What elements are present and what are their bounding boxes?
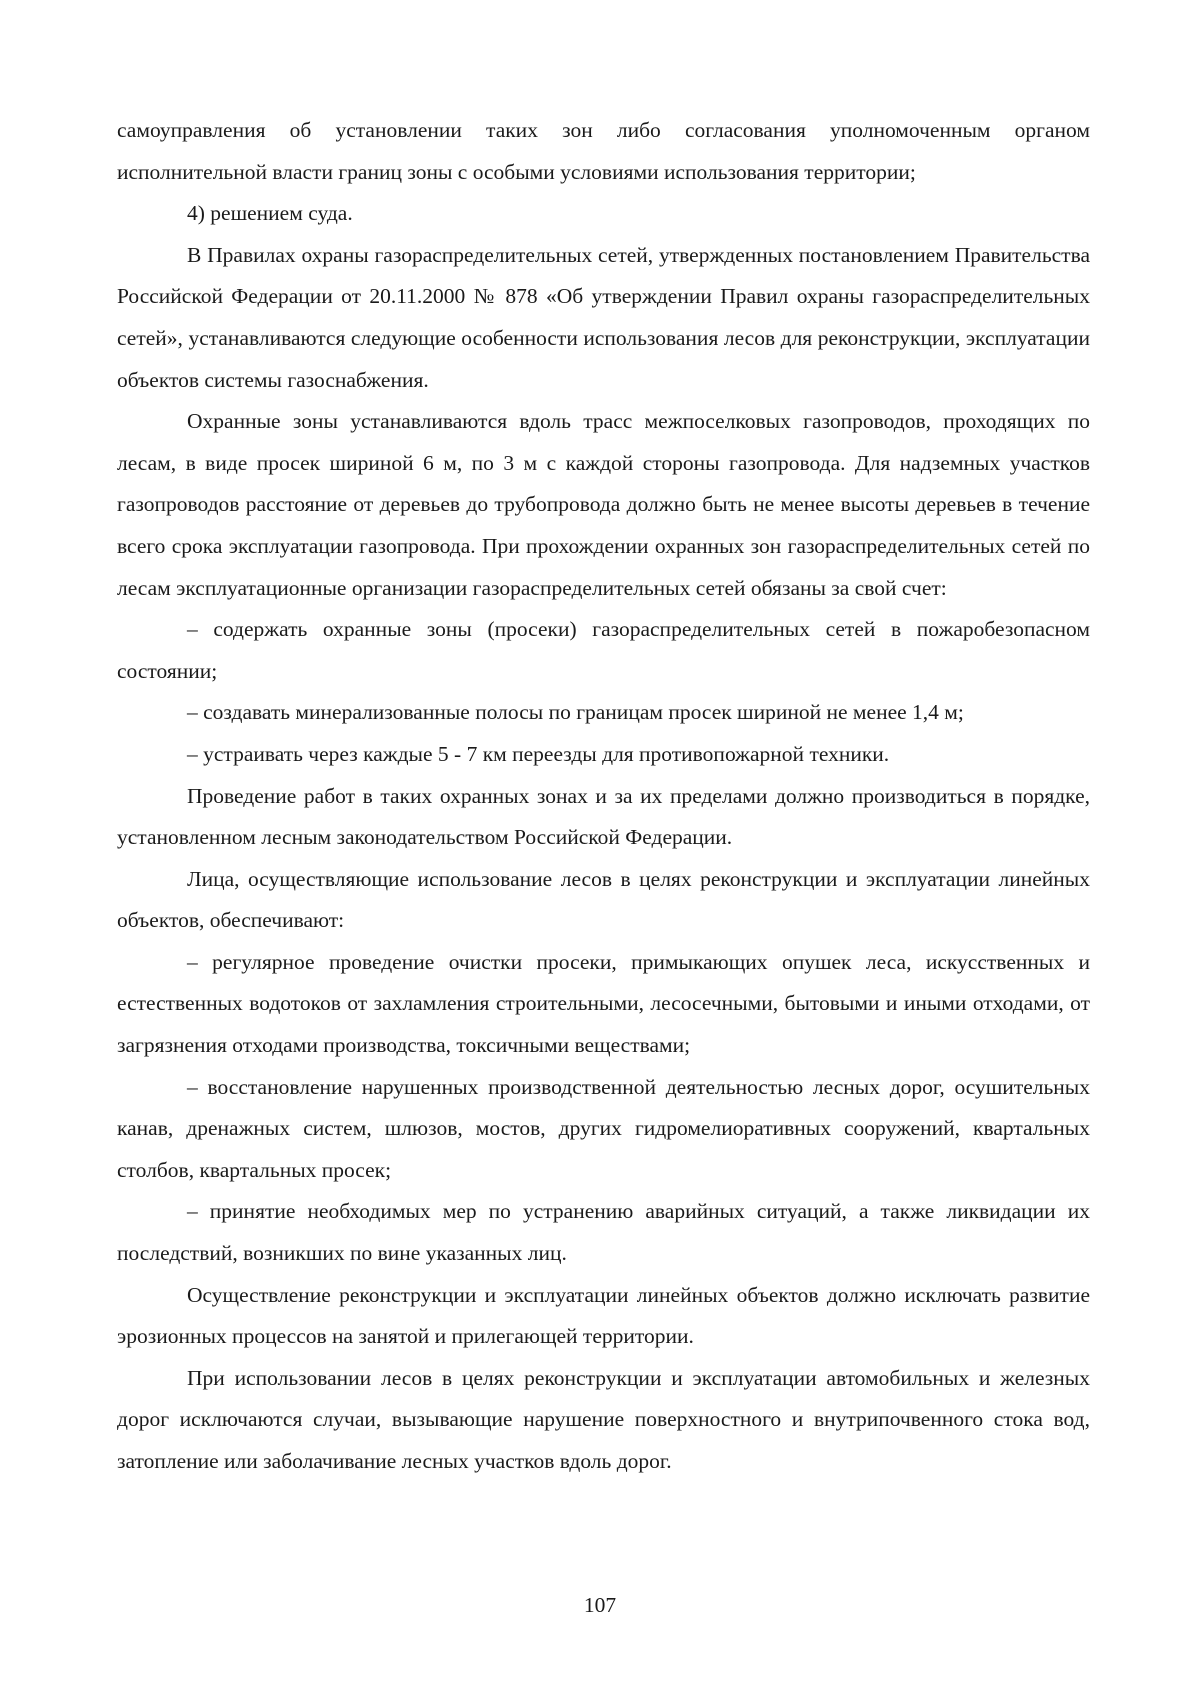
- body-text: [117, 110, 1090, 1483]
- paragraph: В Правилах охраны газораспределительных сетей, утвержденных постановлением Правительства Российской Федерации от 20.11.2000 № 878 «Об утверждении Правил охраны газораспределительных сетей», устанавливаются следующие особенности использования лесов для реконструкции, эксплуатации объектов системы газоснабжения.: [117, 242, 1090, 392]
- paragraph: Осуществление реконструкции и эксплуатации линейных объектов должно исключать развитие эрозионных процессов на занятой и прилегающей территории.: [117, 1282, 1090, 1349]
- list-item: – содержать охранные зоны (просеки) газораспределительных сетей в пожаробезопасном состоянии;: [117, 617, 1090, 683]
- paragraph: Проведение работ в таких охранных зонах и за их пределами должно производиться в порядке, установленном лесным законодательством Российской Федерации.: [117, 783, 1090, 850]
- list-item: – устраивать через каждые 5 - 7 км переезды для противопожарной техники.: [187, 741, 890, 766]
- paragraph: самоуправления об установлении таких зон либо согласования уполномоченным органом исполнительной власти границ зоны с особыми условиями использования территории;: [117, 118, 1090, 184]
- list-item: – регулярное проведение очистки просеки, примыкающих опушек леса, искусственных и естественных водотоков от захламления строительными, лесосечными, бытовыми и иными отходами, от загрязнения отходами производства, токсичными веществами;: [117, 949, 1090, 1058]
- list-item: – создавать минерализованные полосы по границам просек шириной не менее 1,4 м;: [187, 700, 964, 725]
- paragraph: Лица, осуществляющие использование лесов в целях реконструкции и эксплуатации линейных объектов, обеспечивают:: [117, 866, 1090, 933]
- paragraph: При использовании лесов в целях реконструкции и эксплуатации автомобильных и железных дорог исключаются случаи, вызывающие нарушение поверхностного и внутрипочвенного стока вод, затопление или заболачивание лесных участков вдоль дорог.: [117, 1365, 1090, 1473]
- page-number: 107: [583, 1593, 617, 1617]
- paragraph: Охранные зоны устанавливаются вдоль трасс межпоселковых газопроводов, проходящих по лесам, в виде просек шириной 6 м, по 3 м с каждой стороны газопровода. Для надземных участков газопроводов расстояние от деревьев до трубопровода должно быть не менее высоты деревьев в течение всего срока эксплуатации газопровода. При прохождении охранных зон газораспределительных сетей по лесам эксплуатационные организации газораспределительных сетей обязаны за свой счет:: [117, 409, 1090, 600]
- paragraph: 4) решением суда.: [187, 201, 353, 226]
- list-item: – восстановление нарушенных производственной деятельностью лесных дорог, осушительных канав, дренажных систем, шлюзов, мостов, других гидромелиоративных сооружений, квартальных столбов, квартальных просек;: [117, 1074, 1090, 1182]
- list-item: – принятие необходимых мер по устранению аварийных ситуаций, а также ликвидации их последствий, возникших по вине указанных лиц.: [117, 1199, 1090, 1266]
